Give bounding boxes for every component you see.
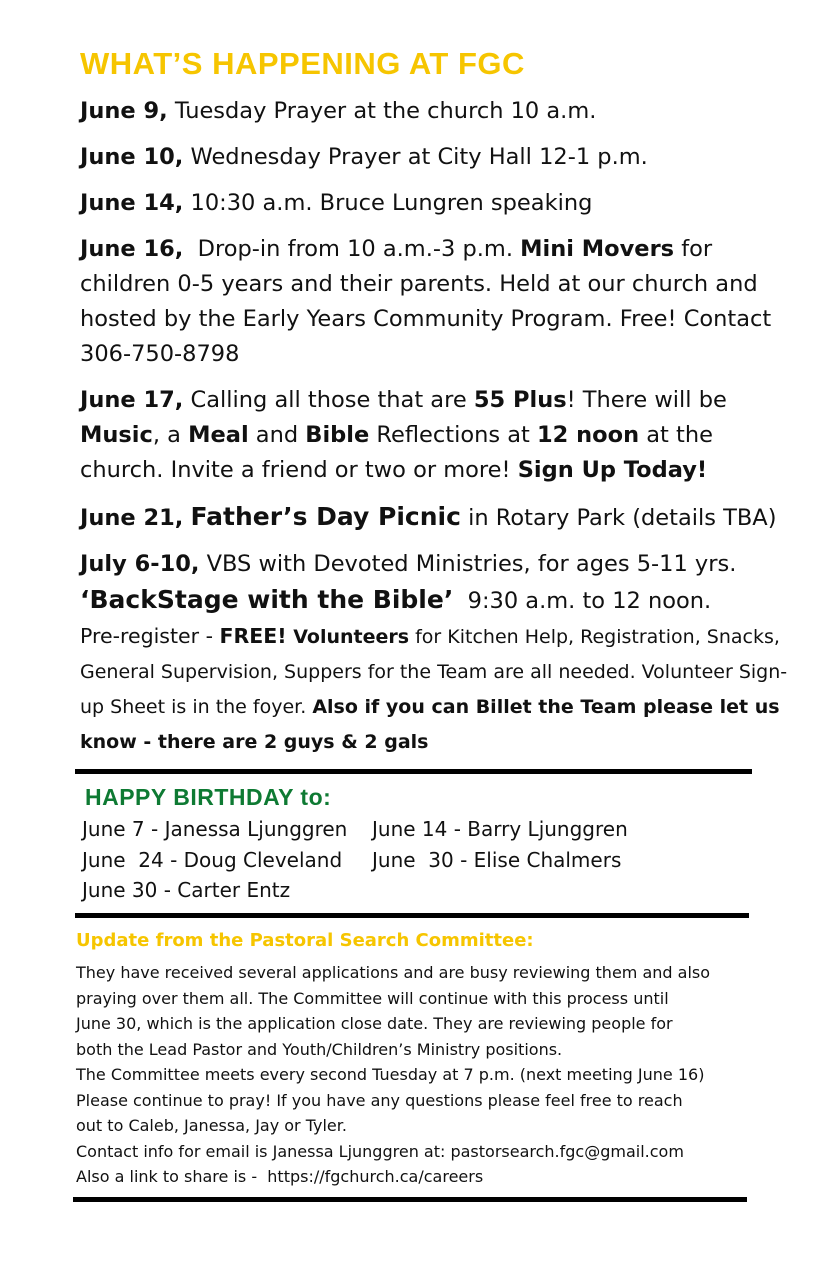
- event-text: Pre-register -: [80, 624, 220, 648]
- event-date: June 14,: [80, 190, 184, 216]
- event-text: , a: [152, 422, 189, 448]
- event-june-14: [80, 186, 800, 221]
- event-text: Reflections at: [369, 422, 537, 448]
- event-date: June 21,: [80, 505, 184, 531]
- events-list: [80, 94, 800, 765]
- event-text: 9:30 a.m. to 12 noon.: [453, 588, 712, 614]
- page-title: WHAT’S HAPPENING AT FGC: [80, 46, 525, 81]
- event-highlight: ‘BackStage with the Bible’: [80, 585, 454, 614]
- update-line: Contact info for email is Janessa Ljunggren at: pastorsearch.fgc@gmail.com: [76, 1141, 684, 1161]
- event-text: and: [248, 422, 306, 448]
- update-line: Please continue to pray! If you have any questions please feel free to reach: [76, 1090, 683, 1110]
- event-text: ! There will be: [566, 387, 727, 413]
- event-text: 10:30 a.m. Bruce Lungren speaking: [183, 190, 593, 216]
- divider: [73, 1197, 747, 1202]
- event-highlight: Father’s Day Picnic: [190, 502, 461, 531]
- event-date: June 17,: [80, 387, 184, 413]
- birthday-entry: June 24 - Doug Cleveland: [82, 847, 343, 872]
- event-date: July 6-10,: [80, 551, 200, 577]
- divider: [75, 769, 752, 774]
- event-text: [183, 505, 190, 531]
- search-committee-heading: Update from the Pastoral Search Committee:: [76, 930, 534, 951]
- event-text: for Kitchen Help, Registration, Snacks, General Supervision, Suppers for the Team are all needed. Volunteer Sign-up Sheet is in the foyer.: [80, 626, 788, 718]
- event-highlight: 12 noon: [537, 422, 640, 448]
- update-line: out to Caleb, Janessa, Jay or Tyler.: [76, 1116, 347, 1135]
- event-text: in Rotary Park (details TBA): [460, 505, 777, 531]
- event-text: Calling all those that are: [183, 387, 474, 413]
- event-highlight: Music: [80, 422, 153, 448]
- update-line: Also a link to share is - https://fgchurch.ca/careers: [76, 1167, 484, 1186]
- event-date: June 10,: [80, 144, 184, 170]
- event-highlight: Mini Movers: [520, 236, 675, 262]
- update-line: praying over them all. The Committee will continue with this process until: [76, 988, 669, 1008]
- birthday-entry: June 30 - Carter Entz: [82, 878, 291, 902]
- event-june-17: [80, 383, 800, 488]
- update-line: June 30, which is the application close date. They are reviewing people for: [76, 1014, 673, 1033]
- event-text: Tuesday Prayer at the church 10 a.m.: [167, 98, 597, 124]
- birthday-heading: HAPPY BIRTHDAY to:: [85, 784, 332, 810]
- event-text: Wednesday Prayer at City Hall 12-1 p.m.: [183, 144, 648, 170]
- event-june-21: [80, 499, 800, 536]
- birthday-entry: June 30 - Elise Chalmers: [372, 847, 622, 872]
- update-line: both the Lead Pastor and Youth/Children’s Ministry positions.: [76, 1039, 563, 1059]
- event-date: June 16,: [80, 236, 184, 262]
- event-text: Drop-in from 10 a.m.-3 p.m.: [183, 236, 521, 262]
- search-committee-update: [76, 960, 766, 1190]
- birthday-list-right: [372, 814, 628, 875]
- event-text: at the church. Invite a friend or two or more!: [80, 422, 713, 483]
- update-line: The Committee meets every second Tuesday at 7 p.m. (next meeting June 16): [76, 1065, 705, 1084]
- event-date: June 9,: [80, 98, 168, 124]
- divider: [75, 913, 749, 918]
- birthday-entry: June 7 - Janessa Ljunggren: [82, 817, 348, 841]
- event-highlight: 55 Plus: [473, 387, 567, 413]
- event-highlight: Meal: [188, 422, 249, 448]
- event-june-10: [80, 140, 800, 175]
- update-line: They have received several applications and are busy reviewing them and also: [76, 963, 711, 982]
- event-text: VBS with Devoted Ministries, for ages 5-11 yrs.: [199, 551, 737, 577]
- event-highlight: Sign Up Today!: [517, 457, 708, 483]
- event-highlight: FREE!: [219, 624, 287, 648]
- event-highlight: Also if you can Billet the Team please let us know - there are 2 guys & 2 gals: [80, 696, 780, 753]
- event-june-9: [80, 94, 800, 129]
- event-july-6-10: [80, 547, 800, 759]
- event-june-16: [80, 232, 800, 372]
- event-highlight: Bible: [305, 422, 370, 448]
- birthday-list-left: [82, 814, 347, 906]
- birthday-entry: June 14 - Barry Ljunggren: [372, 817, 628, 841]
- event-highlight: Volunteers: [286, 626, 410, 648]
- event-text: for children 0-5 years and their parents. Held at our church and hosted by the Early Years Community Program. Free! Contact 306-750-8798: [80, 236, 772, 367]
